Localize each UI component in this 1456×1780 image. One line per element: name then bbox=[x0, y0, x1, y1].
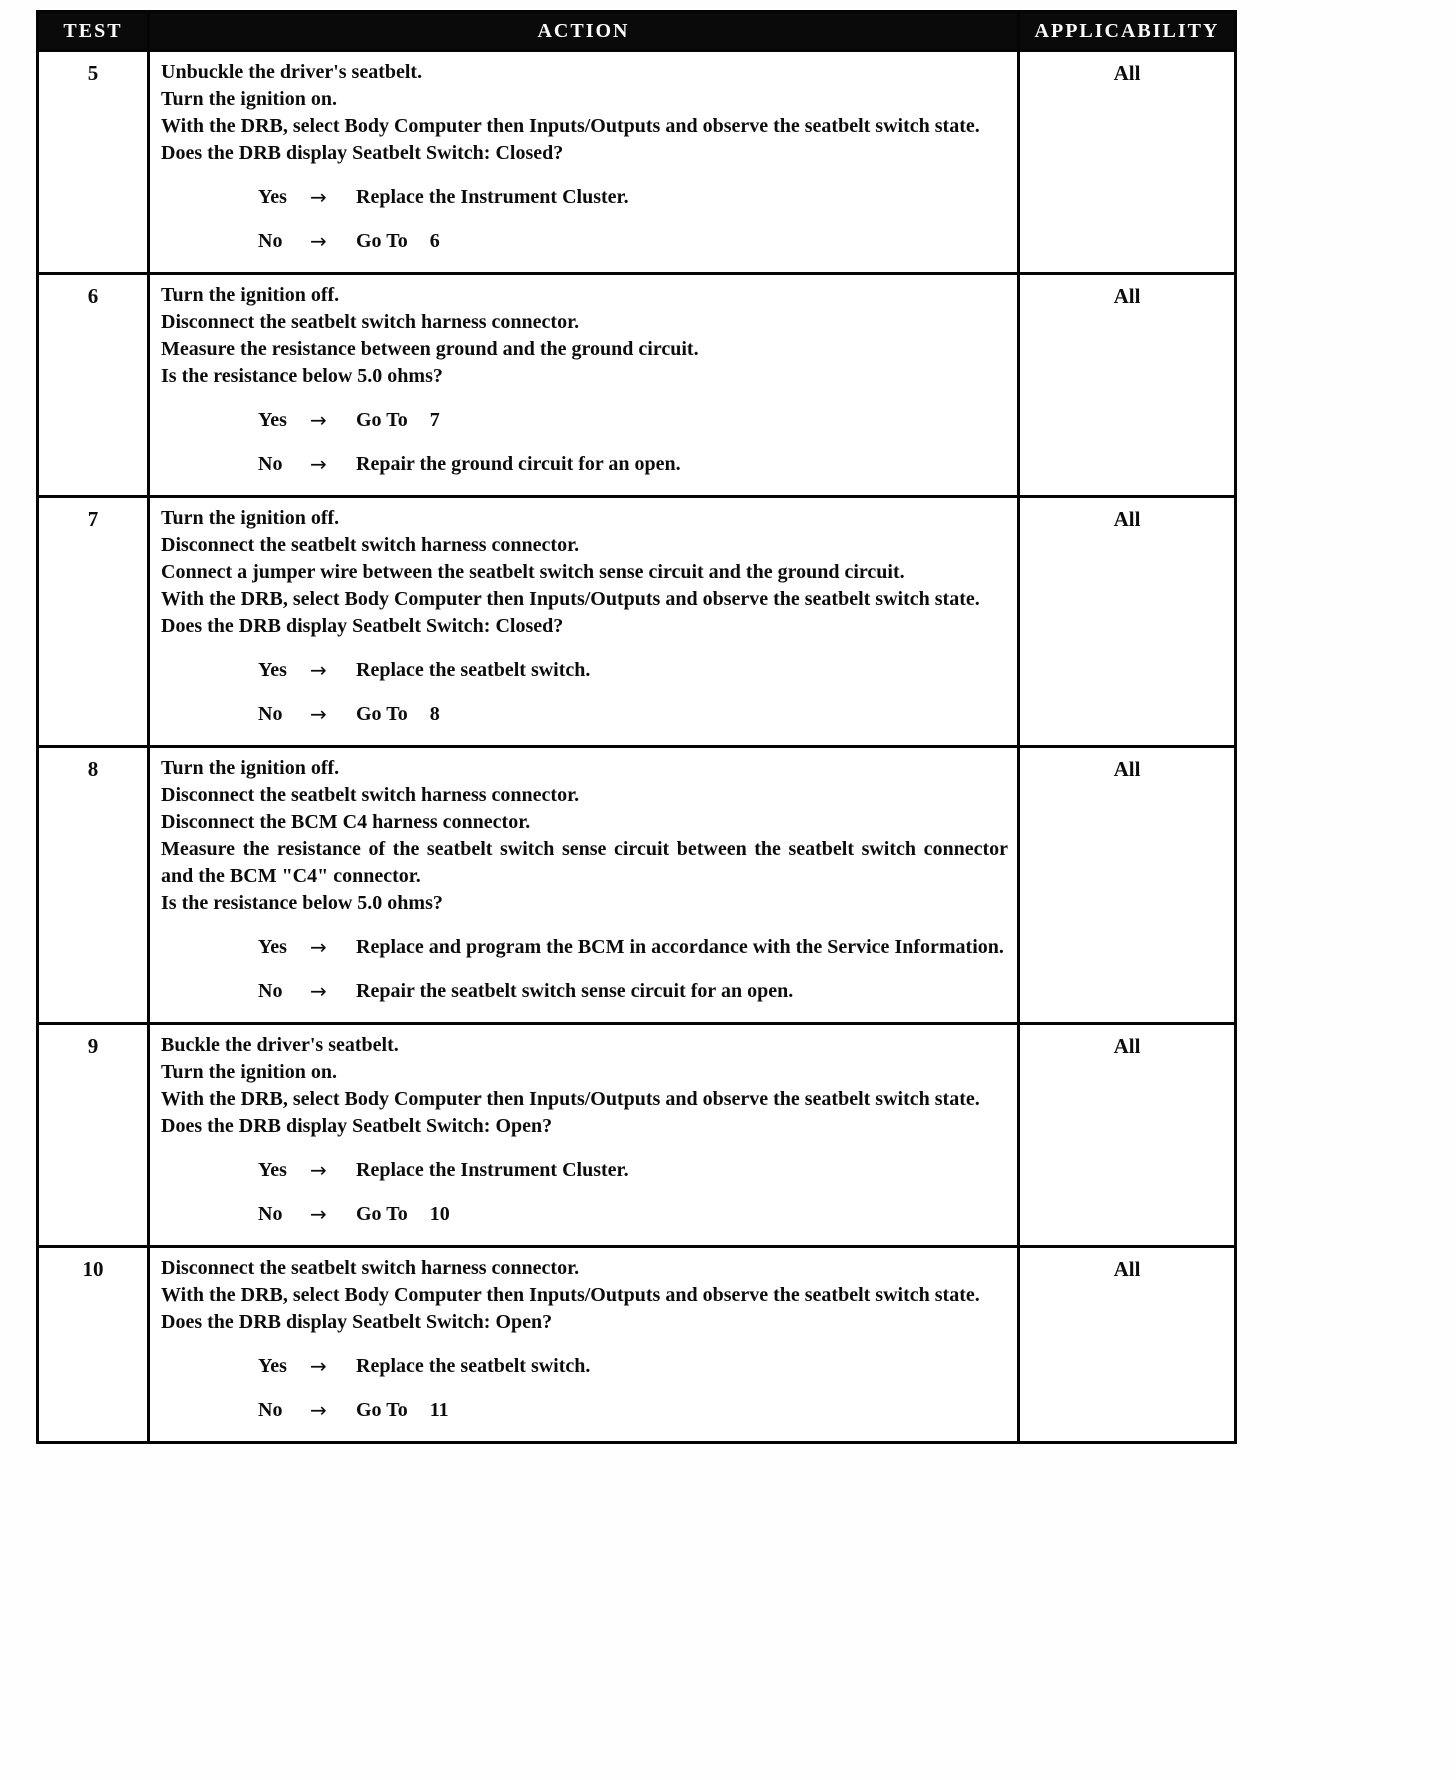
action-step: Turn the ignition on. bbox=[161, 1061, 337, 1083]
decision-line bbox=[258, 184, 1008, 211]
action-cell bbox=[149, 51, 1019, 274]
action-step: With the DRB, select Body Computer then Inputs/Outputs and observe the seatbelt switch state. bbox=[161, 1284, 980, 1306]
arrow-right-icon: → bbox=[310, 229, 327, 253]
action-step: Unbuckle the driver's seatbelt. bbox=[161, 61, 423, 83]
action-step: Buckle the driver's seatbelt. bbox=[161, 1034, 399, 1056]
decision-result-text: Replace the seatbelt switch. bbox=[356, 659, 591, 681]
action-cell bbox=[149, 1247, 1019, 1443]
decision-result bbox=[356, 1397, 1008, 1424]
arrow-right-icon: → bbox=[310, 1398, 327, 1422]
decision-result bbox=[356, 701, 1008, 728]
decision-result-text: Repair the ground circuit for an open. bbox=[356, 453, 681, 475]
test-number: 9 bbox=[38, 1024, 149, 1247]
decision-result bbox=[356, 228, 1008, 255]
action-step: Disconnect the seatbelt switch harness connector. bbox=[161, 534, 580, 556]
decision-result bbox=[356, 978, 1008, 1005]
decision-label: Yes bbox=[258, 936, 287, 958]
action-cell bbox=[149, 497, 1019, 747]
decision-line bbox=[258, 934, 1008, 961]
header-action: ACTION bbox=[149, 12, 1019, 51]
applicability-value: All bbox=[1019, 1247, 1236, 1443]
action-step: With the DRB, select Body Computer then Inputs/Outputs and observe the seatbelt switch state. bbox=[161, 1088, 980, 1110]
decision-result bbox=[356, 407, 1008, 434]
arrow-right-icon: → bbox=[310, 1354, 327, 1378]
action-step: Disconnect the seatbelt switch harness connector. bbox=[161, 784, 580, 806]
decision-line bbox=[258, 1201, 1008, 1228]
goto-target-number: 8 bbox=[429, 703, 440, 725]
decision-label: Yes bbox=[258, 409, 287, 431]
decision-line bbox=[258, 701, 1008, 728]
action-step: Measure the resistance between ground and the ground circuit. bbox=[161, 338, 699, 360]
decision-result-text: Replace the Instrument Cluster. bbox=[356, 186, 629, 208]
action-step: With the DRB, select Body Computer then Inputs/Outputs and observe the seatbelt switch state. bbox=[161, 588, 980, 610]
test-number: 6 bbox=[38, 274, 149, 497]
table-row bbox=[38, 1247, 1236, 1443]
action-step: Is the resistance below 5.0 ohms? bbox=[161, 892, 443, 914]
table-row bbox=[38, 274, 1236, 497]
goto-target-number: 7 bbox=[429, 409, 440, 431]
header-applicability: APPLICABILITY bbox=[1019, 12, 1236, 51]
arrow-right-icon: → bbox=[310, 185, 327, 209]
action-step: Connect a jumper wire between the seatbelt switch sense circuit and the ground circuit. bbox=[161, 561, 905, 583]
table-row bbox=[38, 51, 1236, 274]
action-step: With the DRB, select Body Computer then Inputs/Outputs and observe the seatbelt switch state. bbox=[161, 115, 980, 137]
decision-result-text: Replace the seatbelt switch. bbox=[356, 1355, 591, 1377]
decision-result-text: Replace the Instrument Cluster. bbox=[356, 1159, 629, 1181]
decision-result-text: Replace and program the BCM in accordance with the Service Information. bbox=[356, 936, 1004, 958]
applicability-value: All bbox=[1019, 497, 1236, 747]
decision-line bbox=[258, 1353, 1008, 1380]
decision-label: No bbox=[258, 230, 283, 252]
action-step: Turn the ignition on. bbox=[161, 88, 337, 110]
arrow-right-icon: → bbox=[310, 452, 327, 476]
decision-line bbox=[258, 407, 1008, 434]
arrow-right-icon: → bbox=[310, 408, 327, 432]
decision-line bbox=[258, 1397, 1008, 1424]
arrow-right-icon: → bbox=[310, 979, 327, 1003]
action-step: Does the DRB display Seatbelt Switch: Closed? bbox=[161, 615, 564, 637]
action-step: Does the DRB display Seatbelt Switch: Open? bbox=[161, 1115, 553, 1137]
action-cell bbox=[149, 274, 1019, 497]
decision-line bbox=[258, 978, 1008, 1005]
decision-result bbox=[356, 657, 1008, 684]
decision-result-text: Go To bbox=[356, 1203, 408, 1225]
diagnostic-table bbox=[36, 10, 1237, 1444]
action-step: Turn the ignition off. bbox=[161, 284, 340, 306]
decision-label: No bbox=[258, 703, 283, 725]
applicability-value: All bbox=[1019, 51, 1236, 274]
applicability-value: All bbox=[1019, 747, 1236, 1024]
action-step: Turn the ignition off. bbox=[161, 507, 340, 529]
action-step: Disconnect the seatbelt switch harness connector. bbox=[161, 311, 580, 333]
test-number: 8 bbox=[38, 747, 149, 1024]
action-step: Does the DRB display Seatbelt Switch: Open? bbox=[161, 1311, 553, 1333]
test-number: 7 bbox=[38, 497, 149, 747]
decision-label: No bbox=[258, 980, 283, 1002]
action-step: Does the DRB display Seatbelt Switch: Closed? bbox=[161, 142, 564, 164]
decision-result bbox=[356, 1353, 1008, 1380]
header-test: TEST bbox=[38, 12, 149, 51]
action-cell bbox=[149, 1024, 1019, 1247]
table-header-row bbox=[38, 12, 1236, 51]
decision-result-text: Go To bbox=[356, 703, 408, 725]
table-row bbox=[38, 497, 1236, 747]
goto-target-number: 10 bbox=[429, 1203, 450, 1225]
action-step: Is the resistance below 5.0 ohms? bbox=[161, 365, 443, 387]
decision-result-text: Go To bbox=[356, 230, 408, 252]
table-row bbox=[38, 1024, 1236, 1247]
decision-line bbox=[258, 228, 1008, 255]
decision-label: Yes bbox=[258, 659, 287, 681]
test-number: 5 bbox=[38, 51, 149, 274]
decision-line bbox=[258, 451, 1008, 478]
arrow-right-icon: → bbox=[310, 1158, 327, 1182]
decision-line bbox=[258, 1157, 1008, 1184]
arrow-right-icon: → bbox=[310, 935, 327, 959]
decision-label: No bbox=[258, 1203, 283, 1225]
decision-label: No bbox=[258, 453, 283, 475]
decision-label: Yes bbox=[258, 186, 287, 208]
goto-target-number: 6 bbox=[429, 230, 440, 252]
arrow-right-icon: → bbox=[310, 658, 327, 682]
decision-result-text: Go To bbox=[356, 409, 408, 431]
applicability-value: All bbox=[1019, 1024, 1236, 1247]
action-step: Turn the ignition off. bbox=[161, 757, 340, 779]
arrow-right-icon: → bbox=[310, 1202, 327, 1226]
decision-line bbox=[258, 657, 1008, 684]
decision-result-text: Repair the seatbelt switch sense circuit for an open. bbox=[356, 980, 794, 1002]
decision-result-text: Go To bbox=[356, 1399, 408, 1421]
goto-target-number: 11 bbox=[429, 1399, 449, 1421]
test-number: 10 bbox=[38, 1247, 149, 1443]
action-step: Disconnect the seatbelt switch harness connector. bbox=[161, 1257, 580, 1279]
decision-label: No bbox=[258, 1399, 283, 1421]
decision-result bbox=[356, 1201, 1008, 1228]
decision-result bbox=[356, 934, 1008, 961]
decision-result bbox=[356, 451, 1008, 478]
decision-label: Yes bbox=[258, 1355, 287, 1377]
action-step: Disconnect the BCM C4 harness connector. bbox=[161, 811, 531, 833]
arrow-right-icon: → bbox=[310, 702, 327, 726]
decision-result bbox=[356, 1157, 1008, 1184]
applicability-value: All bbox=[1019, 274, 1236, 497]
table-row bbox=[38, 747, 1236, 1024]
decision-label: Yes bbox=[258, 1159, 287, 1181]
action-cell bbox=[149, 747, 1019, 1024]
decision-result bbox=[356, 184, 1008, 211]
action-step: Measure the resistance of the seatbelt switch sense circuit between the seatbelt switch connector and the BCM "C4" connector. bbox=[161, 838, 1008, 887]
